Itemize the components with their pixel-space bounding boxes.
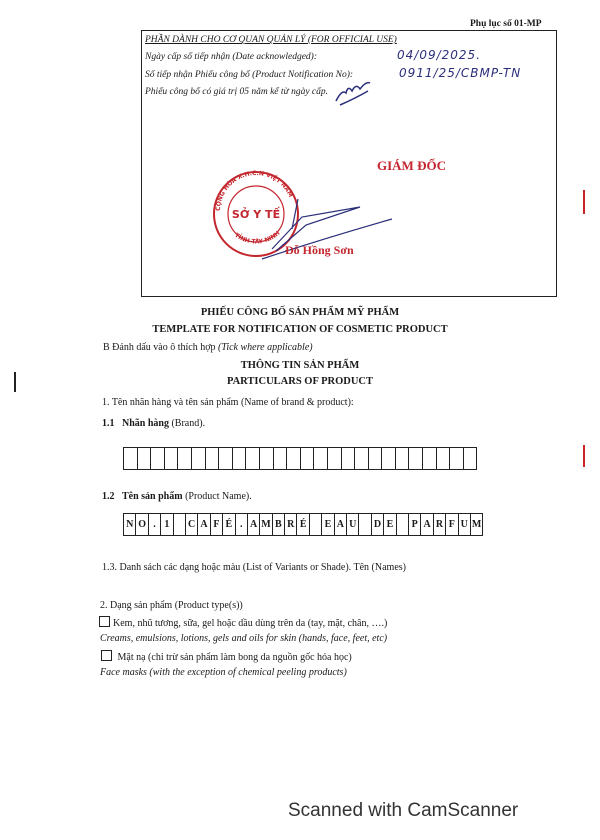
character-cell[interactable]	[355, 448, 369, 469]
title-vi: PHIẾU CÔNG BỐ SẢN PHẨM MỸ PHẨM	[200, 307, 400, 318]
character-cell[interactable]	[369, 448, 383, 469]
section-title-en: PARTICULARS OF PRODUCT	[226, 376, 374, 387]
product-name-label: Tên sản phẩm	[122, 491, 183, 502]
date-value: 04/09/2025.	[397, 48, 481, 62]
character-cell[interactable]	[138, 448, 152, 469]
character-cell[interactable]: B	[273, 514, 285, 535]
section-title-vi: THÔNG TIN SẢN PHẨM	[240, 360, 360, 371]
character-cell[interactable]	[464, 448, 478, 469]
character-cell[interactable]	[359, 514, 371, 535]
brand-input-cells[interactable]	[123, 447, 477, 470]
character-cell[interactable]: O	[136, 514, 148, 535]
official-heading: PHẦN DÀNH CHO CƠ QUAN QUẢN LÝ (FOR OFFICIAL USE)	[145, 35, 397, 45]
option-label-vi: Mặt nạ (chỉ trừ sản phẩm làm bong da nguồn gốc hóa học)	[117, 652, 352, 663]
character-cell[interactable]: M	[260, 514, 272, 535]
tick-note	[103, 342, 313, 353]
character-cell[interactable]	[301, 448, 315, 469]
character-cell[interactable]: P	[409, 514, 421, 535]
camscanner-watermark: Scanned with CamScanner	[288, 800, 519, 821]
checkbox[interactable]	[101, 650, 112, 661]
item-number: 1.2	[102, 491, 115, 502]
character-cell[interactable]	[396, 448, 410, 469]
character-cell[interactable]: É	[223, 514, 235, 535]
character-cell[interactable]: A	[248, 514, 260, 535]
character-cell[interactable]: .	[236, 514, 248, 535]
character-cell[interactable]: R	[434, 514, 446, 535]
item-1-label: 1. Tên nhãn hàng và tên sản phẩm (Name of brand & product):	[102, 397, 354, 408]
character-cell[interactable]: N	[124, 514, 136, 535]
product-name-cells[interactable]	[123, 513, 483, 536]
character-cell[interactable]: U	[347, 514, 359, 535]
svg-text:CỘNG HÒA X.H.C.N VIỆT NAM: CỘNG HÒA X.H.C.N VIỆT NAM	[214, 169, 295, 212]
character-cell[interactable]: M	[471, 514, 483, 535]
character-cell[interactable]	[274, 448, 288, 469]
svg-text:TỈNH TÂY NINH: TỈNH TÂY NINH	[233, 229, 282, 246]
initials-signature	[332, 79, 372, 107]
character-cell[interactable]	[206, 448, 220, 469]
character-cell[interactable]: A	[198, 514, 210, 535]
item-number: 1.1	[102, 418, 115, 429]
scan-artifact	[583, 445, 585, 467]
character-cell[interactable]	[260, 448, 274, 469]
validity-label: Phiếu công bố có giá trị 05 năm kể từ ngày cấp.	[145, 87, 329, 97]
character-cell[interactable]: E	[322, 514, 334, 535]
character-cell[interactable]	[192, 448, 206, 469]
product-name-label-en: (Product Name).	[185, 491, 252, 502]
brand-label: Nhãn hàng	[122, 418, 169, 429]
character-cell[interactable]: A	[421, 514, 433, 535]
item-1-2-label	[102, 491, 252, 502]
director-title: GIÁM ĐỐC	[377, 158, 446, 173]
character-cell[interactable]	[124, 448, 138, 469]
notification-number-label: Số tiếp nhận Phiếu công bố (Product Notification No):	[145, 70, 354, 80]
scan-artifact	[583, 190, 585, 214]
character-cell[interactable]	[328, 448, 342, 469]
character-cell[interactable]: É	[297, 514, 309, 535]
character-cell[interactable]	[342, 448, 356, 469]
type-option-creams[interactable]	[99, 616, 387, 629]
character-cell[interactable]	[310, 514, 322, 535]
signer-name: Đỗ Hồng Sơn	[285, 243, 354, 257]
character-cell[interactable]	[178, 448, 192, 469]
character-cell[interactable]	[314, 448, 328, 469]
tick-note-vi: B Đánh dấu vào ô thích hợp	[103, 342, 216, 353]
character-cell[interactable]: E	[384, 514, 396, 535]
item-1-1-label	[102, 418, 205, 429]
option-label-en: Face masks (with the exception of chemical peeling products)	[100, 667, 347, 678]
item-2-label: 2. Dạng sản phẩm (Product type(s))	[100, 600, 243, 611]
character-cell[interactable]: .	[149, 514, 161, 535]
appendix-label: Phụ lục số 01-MP	[470, 19, 542, 29]
character-cell[interactable]: D	[372, 514, 384, 535]
character-cell[interactable]	[151, 448, 165, 469]
option-label-vi: Kem, nhũ tương, sữa, gel hoặc dầu dùng trên da (tay, mặt, chân, ….)	[113, 618, 388, 629]
character-cell[interactable]	[450, 448, 464, 469]
character-cell[interactable]: U	[459, 514, 471, 535]
character-cell[interactable]: 1	[161, 514, 173, 535]
brand-label-en: (Brand).	[171, 418, 206, 429]
title-en: TEMPLATE FOR NOTIFICATION OF COSMETIC PRODUCT	[152, 324, 448, 335]
character-cell[interactable]	[397, 514, 409, 535]
item-1-3-label: 1.3. Danh sách các dạng hoặc màu (List of Variants or Shade). Tên (Names)	[102, 562, 406, 573]
character-cell[interactable]	[382, 448, 396, 469]
character-cell[interactable]	[287, 448, 301, 469]
character-cell[interactable]	[437, 448, 451, 469]
date-label: Ngày cấp số tiếp nhận (Date acknowledged):	[145, 52, 318, 62]
tick-note-en: (Tick where applicable)	[218, 342, 313, 353]
official-use-box	[141, 30, 557, 297]
character-cell[interactable]: F	[211, 514, 223, 535]
character-cell[interactable]	[165, 448, 179, 469]
checkbox[interactable]	[99, 616, 110, 627]
character-cell[interactable]	[423, 448, 437, 469]
character-cell[interactable]	[174, 514, 186, 535]
stamp-center-text: SỞ Y TẾ	[231, 208, 281, 221]
character-cell[interactable]: C	[186, 514, 198, 535]
character-cell[interactable]: F	[446, 514, 458, 535]
character-cell[interactable]	[409, 448, 423, 469]
notification-number-value: 0911/25/CBMP-TN	[399, 66, 522, 80]
character-cell[interactable]	[233, 448, 247, 469]
type-option-face-masks[interactable]	[101, 650, 352, 663]
character-cell[interactable]: A	[335, 514, 347, 535]
character-cell[interactable]	[246, 448, 260, 469]
character-cell[interactable]: R	[285, 514, 297, 535]
character-cell[interactable]	[219, 448, 233, 469]
option-label-en: Creams, emulsions, lotions, gels and oils for skin (hands, face, feet, etc)	[100, 633, 388, 644]
